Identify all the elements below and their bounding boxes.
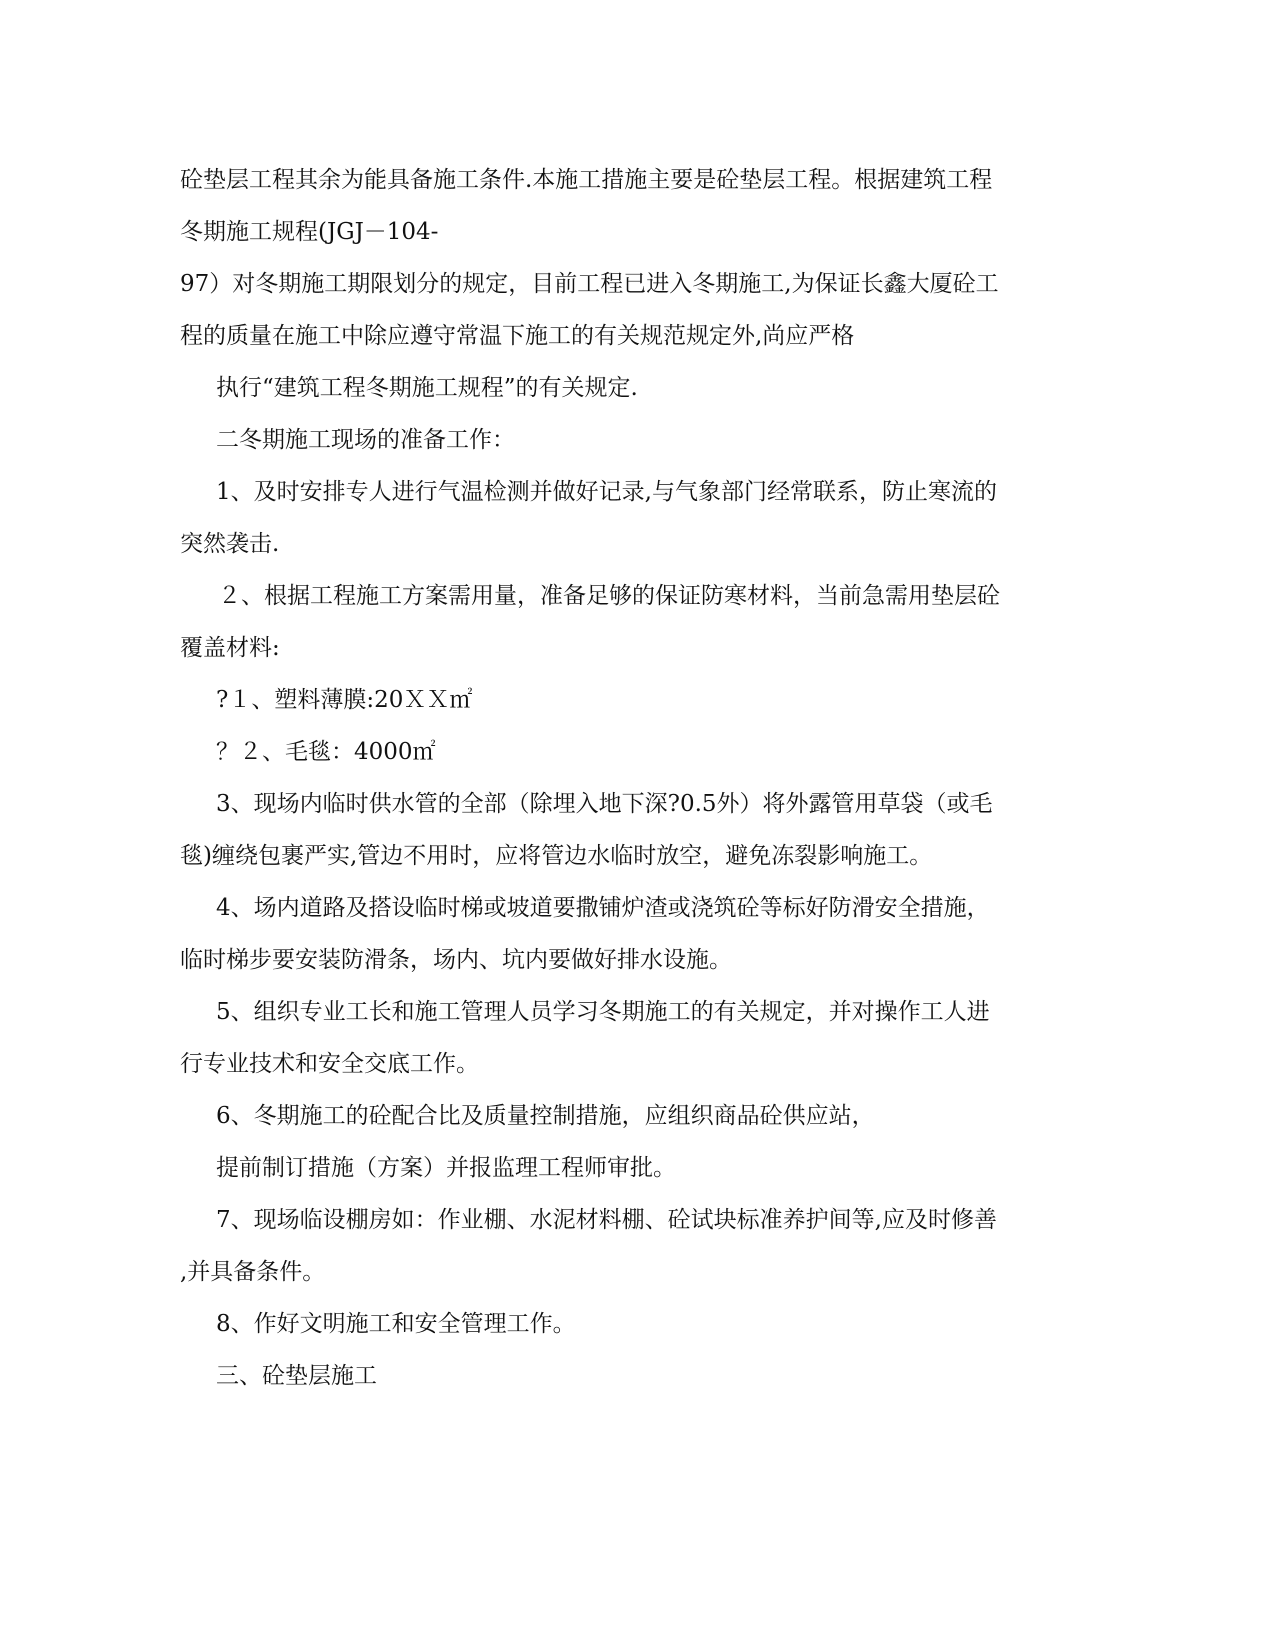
text-line-10: 覆盖材料: bbox=[180, 635, 280, 661]
text-line-12: ？２、毛毯：4000㎡ bbox=[216, 739, 436, 765]
text-line-3: 97）对冬期施工期限划分的规定，目前工程已进入冬期施工,为保证长鑫大厦砼工 bbox=[180, 271, 999, 297]
text-line-20: 提前制订措施（方案）并报监理工程师审批。 bbox=[216, 1155, 676, 1181]
text-line-15: 4、场内道路及搭设临时梯或坡道要撒铺炉渣或浇筑砼等标好防滑安全措施， bbox=[216, 895, 990, 921]
text-line-18: 行专业技术和安全交底工作。 bbox=[180, 1051, 479, 1077]
text-line-13: 3、现场内临时供水管的全部（除埋入地下深?0.5外）将外露管用草袋（或毛 bbox=[216, 791, 993, 817]
text-line-16: 临时梯步要安装防滑条，场内、坑内要做好排水设施。 bbox=[180, 947, 732, 973]
text-line-11: ?１、塑料薄膜:20ＸＸ㎡ bbox=[216, 687, 473, 713]
text-line-19: 6、冬期施工的砼配合比及质量控制措施，应组织商品砼供应站， bbox=[216, 1103, 875, 1129]
text-line-5: 执行“建筑工程冬期施工规程”的有关规定. bbox=[216, 375, 638, 401]
section-heading-2: 二冬期施工现场的准备工作： bbox=[216, 427, 515, 453]
text-line-8: 突然袭击. bbox=[180, 531, 280, 557]
text-line-21: 7、现场临设棚房如：作业棚、水泥材料棚、砼试块标准养护间等,应及时修善 bbox=[216, 1207, 997, 1233]
text-line-14: 毯)缠绕包裹严实,管边不用时，应将管边水临时放空，避免冻裂影响施工。 bbox=[180, 843, 933, 869]
text-line-9: ２、根据工程施工方案需用量，准备足够的保证防寒材料，当前急需用垫层砼 bbox=[218, 583, 1000, 609]
text-line-17: 5、组织专业工长和施工管理人员学习冬期施工的有关规定，并对操作工人进 bbox=[216, 999, 990, 1025]
text-line-1: 砼垫层工程其余为能具备施工条件.本施工措施主要是砼垫层工程。根据建筑工程 bbox=[180, 167, 993, 193]
section-heading-3: 三、砼垫层施工 bbox=[216, 1363, 377, 1389]
text-line-22: ,并具备条件。 bbox=[180, 1259, 326, 1285]
text-line-2: 冬期施工规程(JGJ－104- bbox=[180, 219, 439, 245]
text-line-4: 程的质量在施工中除应遵守常温下施工的有关规范规定外,尚应严格 bbox=[180, 323, 855, 349]
text-line-23: 8、作好文明施工和安全管理工作。 bbox=[216, 1311, 576, 1337]
text-line-7: 1、及时安排专人进行气温检测并做好记录,与气象部门经常联系，防止寒流的 bbox=[216, 479, 997, 505]
